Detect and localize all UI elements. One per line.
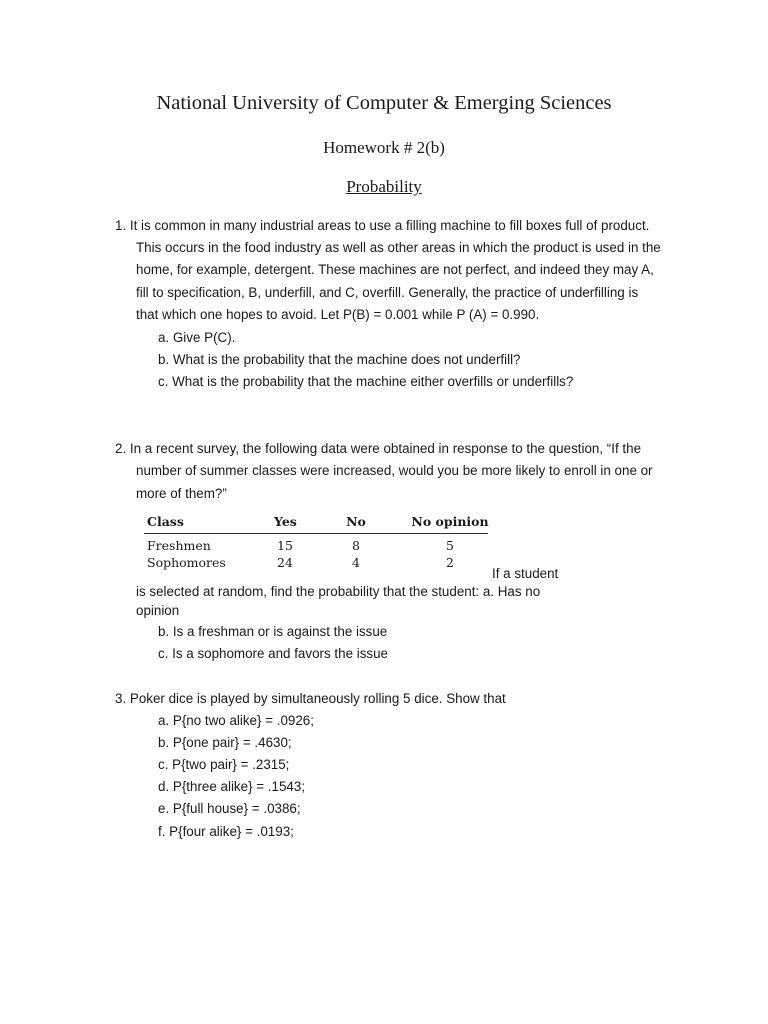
q1-line: 1. It is common in many industrial areas to use a filling machine to fill boxes full of product. [115,218,650,233]
q1-part: b. What is the probability that the machine does not underfill? [158,352,521,367]
q2-after-table: is selected at random, find the probability that the student: a. Has no [136,584,541,599]
table-rule [144,533,488,534]
q2-line: number of summer classes were increased, would you be more likely to enroll in one or [136,463,653,478]
q1-line: home, for example, detergent. These machines are not perfect, and indeed they may A, [136,262,654,277]
table-header-no: No [346,514,366,529]
table-header-no-opinion: No opinion [411,514,489,529]
q1-line: that which one hopes to avoid. Let P(B) = 0.001 while P (A) = 0.990. [136,307,540,322]
q3-intro: 3. Poker dice is played by simultaneously rolling 5 dice. Show that [115,691,506,706]
table-cell: 5 [446,538,454,553]
table-cell: 2 [446,555,454,570]
table-header-yes: Yes [274,514,297,529]
q1-part: c. What is the probability that the machine either overfills or underfills? [158,374,574,389]
q1-line: This occurs in the food industry as well as other areas in which the product is used in the [136,240,661,255]
q3-part: a. P{no two alike} = .0926; [158,713,314,728]
survey-table [144,510,490,574]
topic-heading [0,177,768,197]
q1-part: a. Give P(C). [158,330,236,345]
q2-after-table: If a student [492,566,559,581]
table-cell: 24 [277,555,293,570]
table-cell: 8 [352,538,360,553]
q2-part: c. Is a sophomore and favors the issue [158,646,388,661]
table-cell: Freshmen [147,538,211,553]
q2-line: 2. In a recent survey, the following data were obtained in response to the question, “If the [115,441,642,456]
table-cell: Sophomores [147,555,226,570]
q2-after-table: opinion [136,603,180,618]
homework-subtitle: Homework # 2(b) [323,138,445,157]
table-cell: 15 [277,538,293,553]
table-header-class: Class [147,514,184,529]
table-cell: 4 [352,555,360,570]
q2-part: b. Is a freshman or is against the issue [158,624,388,639]
q3-part: b. P{one pair} = .4630; [158,735,292,750]
q2-line: more of them?” [136,486,227,501]
page-title: National University of Computer & Emerging Sciences [156,92,612,114]
q1-line: fill to specification, B, underfill, and C, overfill. Generally, the practice of underfilling is [136,285,639,300]
topic-heading-text: Probability [346,177,422,196]
q3-part: c. P{two pair} = .2315; [158,757,290,772]
q3-part: e. P{full house} = .0386; [158,801,301,816]
q3-part: d. P{three alike} = .1543; [158,779,306,794]
q3-part: f. P{four alike} = .0193; [158,824,294,839]
